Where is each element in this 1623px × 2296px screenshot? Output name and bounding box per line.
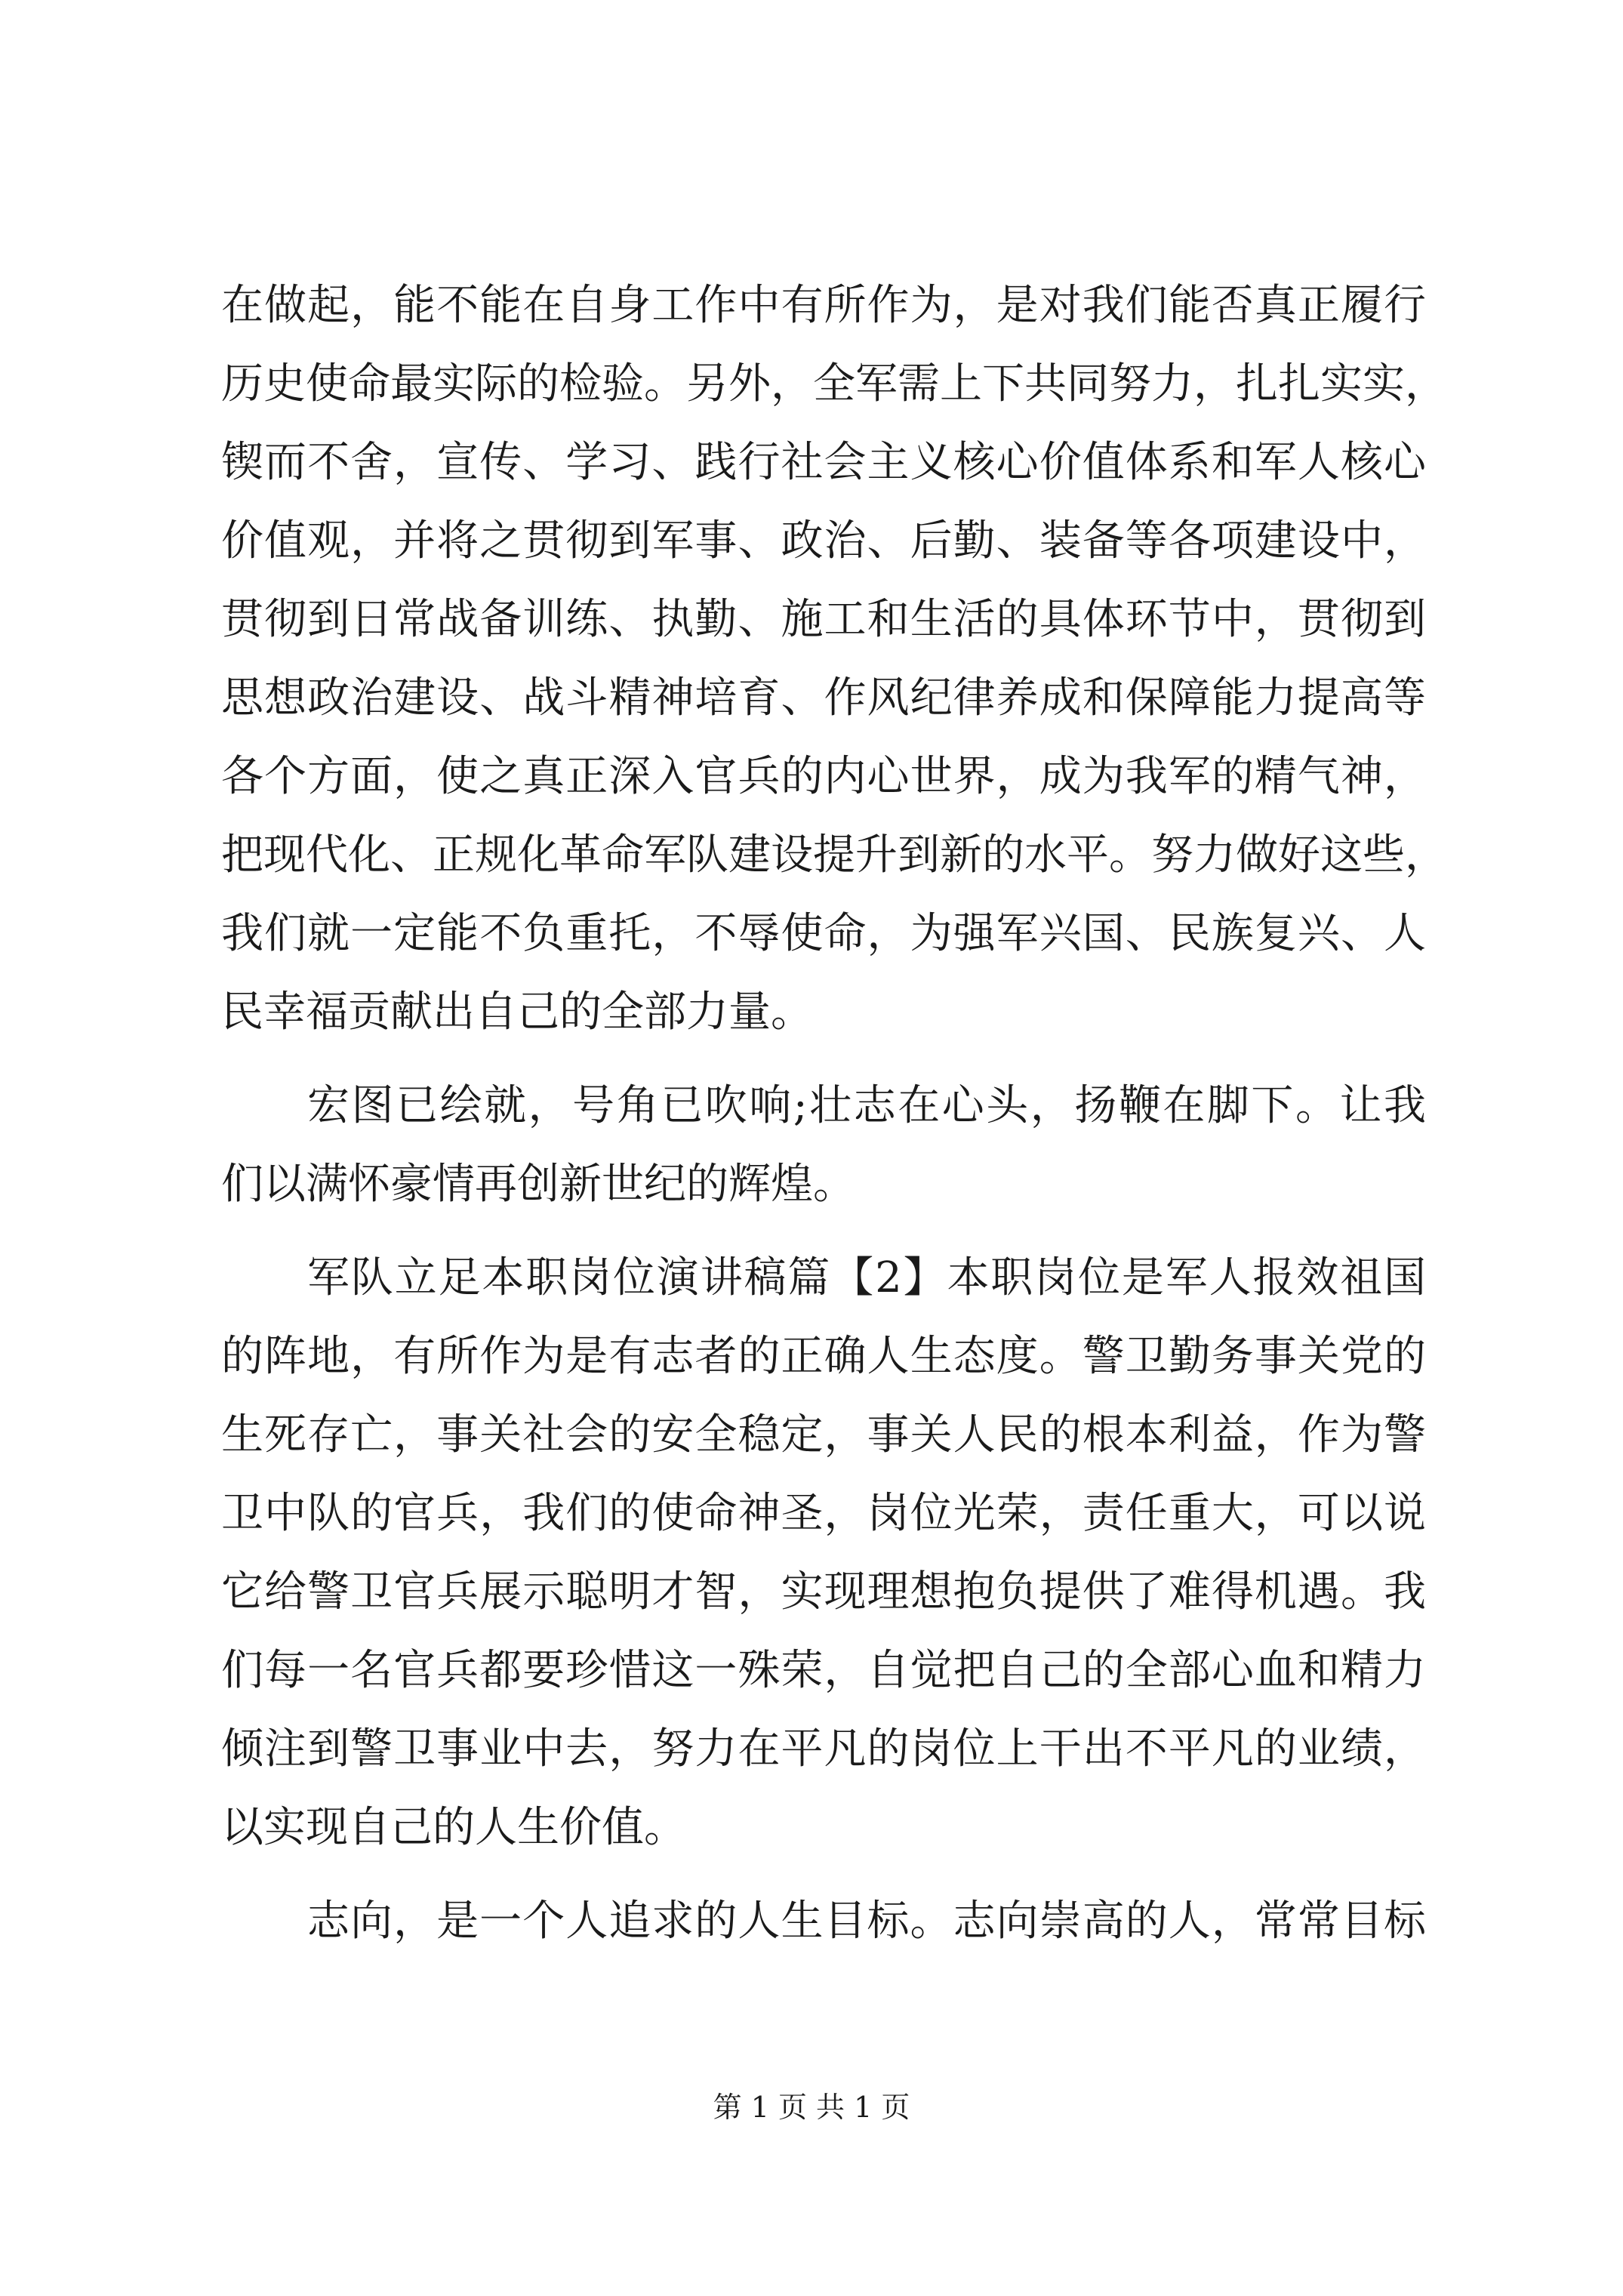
- text-line: 我们就一定能不负重托，不辱使命，为强军兴国、民族复兴、人: [221, 909, 1426, 958]
- paragraph-2: [221, 1067, 1426, 1224]
- paragraph-3: [221, 1239, 1426, 1867]
- text-line: 卫中队的官兵，我们的使命神圣，岗位光荣，责任重大，可以说: [221, 1489, 1426, 1538]
- text-line: 思想政治建设、战斗精神培育、作风纪律养成和保障能力提高等: [221, 673, 1426, 723]
- text-line: 们每一名官兵都要珍惜这一殊荣，自觉把自己的全部心血和精力: [221, 1646, 1426, 1695]
- text-line: 民幸福贡献出自己的全部力量。: [221, 988, 813, 1037]
- text-line: 价值观，并将之贯彻到军事、政治、后勤、装备等各项建设中，: [221, 516, 1426, 566]
- text-line: 锲而不舍，宣传、学习、践行社会主义核心价值体系和军人核心: [221, 438, 1426, 487]
- text-line: 的阵地，有所作为是有志者的正确人生态度。警卫勤务事关党的: [221, 1332, 1426, 1381]
- text-line: 生死存亡，事关社会的安全稳定，事关人民的根本利益，作为警: [221, 1410, 1426, 1459]
- text-line: 以实现自己的人生价值。: [221, 1803, 686, 1852]
- text-line: 贯彻到日常战备训练、执勤、施工和生活的具体环节中，贯彻到: [221, 595, 1426, 644]
- paragraph-4: [221, 1882, 1426, 1961]
- text-line: 各个方面，使之真正深入官兵的内心世界，成为我军的精气神，: [221, 752, 1426, 801]
- text-line: 志向，是一个人追求的人生目标。志向崇高的人，常常目标: [307, 1897, 1426, 1946]
- text-line: 们以满怀豪情再创新世纪的辉煌。: [221, 1160, 855, 1209]
- text-line: 它给警卫官兵展示聪明才智，实现理想抱负提供了难得机遇。我: [221, 1567, 1426, 1616]
- paragraph-1: [221, 267, 1447, 1052]
- text-line: 军队立足本职岗位演讲稿篇【2】本职岗位是军人报效祖国: [307, 1253, 1426, 1302]
- text-line: 把现代化、正规化革命军队建设提升到新的水平。努力做好这些，: [221, 831, 1447, 880]
- page-footer: 第 1 页 共 1 页: [713, 2091, 910, 2124]
- text-line: 在做起，能不能在自身工作中有所作为，是对我们能否真正履行: [221, 281, 1426, 330]
- text-line: 历史使命最实际的检验。另外，全军需上下共同努力，扎扎实实，: [221, 359, 1447, 408]
- document-body: [221, 267, 1447, 1976]
- text-line: 宏图已绘就，号角已吹响;壮志在心头，扬鞭在脚下。让我: [307, 1081, 1426, 1130]
- text-line: 倾注到警卫事业中去，努力在平凡的岗位上干出不平凡的业绩，: [221, 1724, 1426, 1774]
